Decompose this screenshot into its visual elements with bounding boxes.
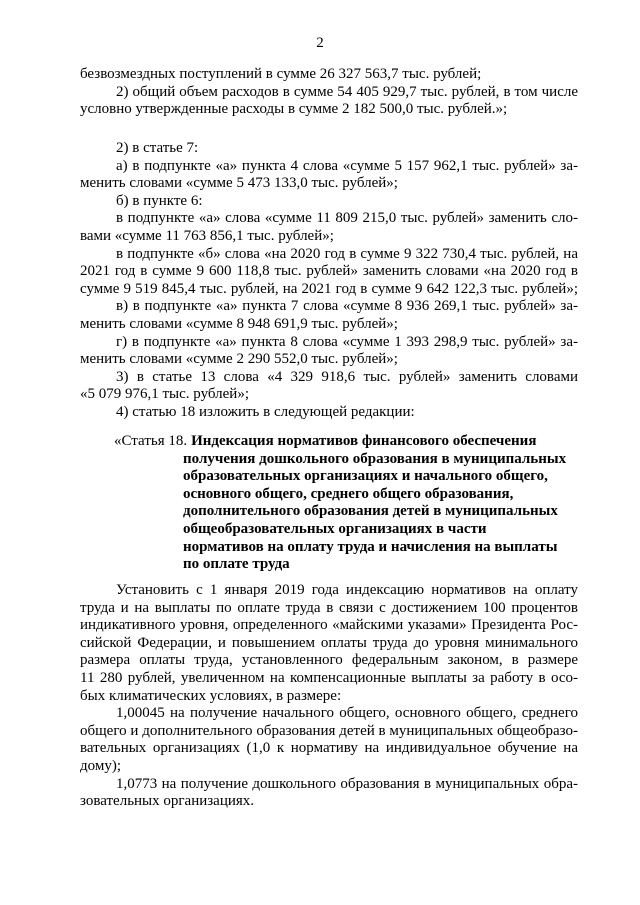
text-line: менить словами «сумме 8 948 691,9 тыс. рублей»; bbox=[80, 315, 398, 332]
text-line: 2) общий объем расходов в сумме 54 405 929,7 тыс. рублей, в том числе bbox=[116, 83, 578, 100]
article-body bbox=[80, 582, 578, 811]
text-line: Установить с 1 января 2019 года индексацию нормативов на оплату bbox=[116, 582, 578, 598]
article-heading bbox=[114, 433, 584, 574]
text-line: а) в подпункте «а» пункта 4 слова «сумме 5 157 962,1 тыс. рублей» за- bbox=[116, 157, 578, 174]
title-line: общеобразовательных организациях в части bbox=[183, 520, 487, 537]
text-line: сумме 9 519 845,4 тыс. рублей, на 2021 год в сумме 9 642 122,3 тыс. рублей»; bbox=[80, 280, 578, 297]
text-line: 2) в статье 7: bbox=[116, 140, 199, 156]
text-line: общего и дополнительного образования детей в муниципальных общеобразо- bbox=[80, 722, 578, 739]
title-line: Индексация нормативов финансового обеспечения bbox=[191, 433, 537, 449]
text-line: индикативного уровня, определенного «майскими указами» Президента Рос- bbox=[80, 617, 578, 634]
text-line: дому); bbox=[80, 757, 122, 774]
text-line: г) в подпункте «а» пункта 8 слова «сумме 1 393 298,9 тыс. рублей» за- bbox=[116, 333, 578, 350]
article-title bbox=[187, 433, 584, 451]
article-prefix: «Статья 18. bbox=[114, 433, 188, 449]
amendments-block bbox=[80, 140, 578, 422]
text-line: менить словами «сумме 2 290 552,0 тыс. рублей»; bbox=[80, 351, 398, 368]
text-line: 1,0773 на получение дошкольного образования в муниципальных обра- bbox=[116, 775, 578, 792]
page-number: 2 bbox=[316, 35, 324, 51]
text-line: в подпункте «а» слова «сумме 11 809 215,0 тыс. рублей» заменить сло- bbox=[116, 210, 578, 227]
text-line: бых климатических условиях, в размере: bbox=[80, 687, 342, 704]
text-line: «5 079 976,1 тыс. рублей»; bbox=[80, 386, 249, 403]
text-line: труда и на выплаты по оплате труда в связи с достижением 100 процентов bbox=[80, 599, 578, 616]
text-line: менить словами «сумме 5 473 133,0 тыс. рублей»; bbox=[80, 175, 398, 192]
text-line: безвозмездных поступлений в сумме 26 327 563,7 тыс. рублей; bbox=[80, 66, 482, 82]
text-line: сийской Федерации, и повышением оплаты труда до уровня минимального bbox=[80, 634, 578, 651]
article-title-continued bbox=[114, 451, 584, 574]
title-line: дополнительного образования детей в муниципальных bbox=[183, 503, 558, 520]
text-line: в подпункте «б» слова «на 2020 год в сумме 9 322 730,4 тыс. рублей, на bbox=[116, 245, 578, 262]
text-line: условно утвержденные расходы в сумме 2 182 500,0 тыс. рублей.»; bbox=[80, 101, 508, 118]
text-line: в) в подпункте «а» пункта 7 слова «сумме 8 936 269,1 тыс. рублей» за- bbox=[116, 298, 578, 315]
text-line: вами «сумме 11 763 856,1 тыс. рублей»; bbox=[80, 227, 334, 244]
text-line: 4) статью 18 изложить в следующей редакции: bbox=[116, 403, 415, 420]
title-line: нормативов на оплату труда и начисления на выплаты bbox=[183, 538, 558, 555]
text-line: 3) в статье 13 слова «4 329 918,6 тыс. рублей» заменить словами bbox=[116, 368, 578, 385]
title-line: получения дошкольного образования в муниципальных bbox=[183, 450, 567, 467]
text-line: 1,00045 на получение начального общего, основного общего, среднего bbox=[116, 705, 578, 722]
title-line: основного общего, среднего общего образования, bbox=[183, 485, 514, 502]
title-line: образовательных организациях и начального общего, bbox=[183, 468, 548, 485]
text-line: б) в пункте 6: bbox=[116, 192, 203, 209]
top-paragraph-block bbox=[80, 66, 578, 119]
text-line: размера оплаты труда, установленного федеральным законом, в размере bbox=[80, 652, 578, 669]
text-line: зовательных организациях. bbox=[80, 793, 255, 810]
title-line: по оплате труда bbox=[183, 556, 290, 573]
text-line: 2021 год в сумме 9 600 118,8 тыс. рублей» заменить словами «на 2020 год в bbox=[80, 263, 578, 280]
text-line: 11 280 рублей, увеличенном на компенсационные выплаты за работу в осо- bbox=[80, 669, 578, 686]
text-line: вательных организациях (1,0 к нормативу на индивидуальное обучение на bbox=[80, 740, 578, 757]
